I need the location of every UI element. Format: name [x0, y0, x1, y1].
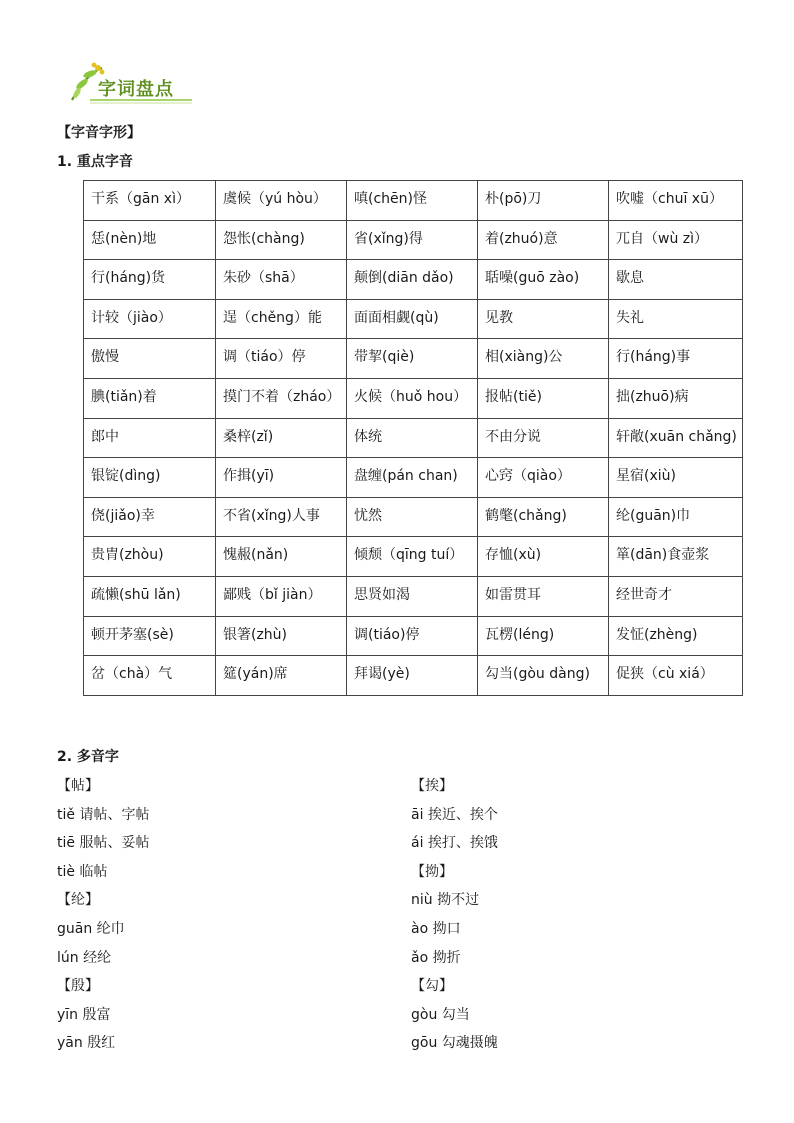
- table-cell: 郎中: [84, 418, 216, 458]
- table-cell: 盘缠(pán chan): [347, 458, 478, 498]
- table-cell: 摸门不着（zháo）: [216, 378, 347, 418]
- table-cell: 省(xǐng)得: [347, 220, 478, 260]
- table-cell: 颠倒(diān dǎo): [347, 260, 478, 300]
- table-cell: 虞候（yú hòu）: [216, 181, 347, 221]
- table-row: [84, 537, 743, 577]
- table-cell: 行(háng)货: [84, 260, 216, 300]
- polyphone-char-heading: 【纶】: [57, 892, 99, 909]
- table-cell: 朴(pō)刀: [478, 181, 609, 221]
- table-cell: 面面相觑(qù): [347, 299, 478, 339]
- table-cell: 傲慢: [84, 339, 216, 379]
- table-cell: 不由分说: [478, 418, 609, 458]
- table-row: [84, 339, 743, 379]
- polyphone-reading: guān 纶巾: [57, 920, 125, 937]
- table-cell: 筵(yán)席: [216, 656, 347, 696]
- table-cell: 调（tiáo）停: [216, 339, 347, 379]
- table-cell: 恁(nèn)地: [84, 220, 216, 260]
- part1-title: 1. 重点字音: [57, 154, 133, 170]
- polyphone-reading: gòu 勾当: [411, 1006, 470, 1023]
- table-row: [84, 458, 743, 498]
- polyphone-char-heading: 【挨】: [411, 778, 453, 794]
- table-cell: 存恤(xù): [478, 537, 609, 577]
- table-cell: 计较（jiào）: [84, 299, 216, 339]
- table-row: [84, 576, 743, 616]
- table-cell: 桑梓(zǐ): [216, 418, 347, 458]
- table-cell: 银箸(zhù): [216, 616, 347, 656]
- table-cell: 倾颓（qīng tuí）: [347, 537, 478, 577]
- table-cell: 带挈(qiè): [347, 339, 478, 379]
- table-cell: 失礼: [609, 299, 743, 339]
- pronunciation-table: [83, 180, 743, 696]
- polyphone-reading: niù 拗不过: [411, 892, 480, 909]
- polyphone-reading: ào 拗口: [411, 920, 461, 937]
- table-cell: 勾当(gòu dàng): [478, 656, 609, 696]
- polyphone-char-heading: 【拗】: [411, 863, 453, 880]
- table-cell: 星宿(xiù): [609, 458, 743, 498]
- table-cell: 促狭（cù xiá）: [609, 656, 743, 696]
- table-cell: 怨怅(chàng): [216, 220, 347, 260]
- table-cell: 愧赧(nǎn): [216, 537, 347, 577]
- table-cell: 着(zhuó)意: [478, 220, 609, 260]
- table-cell: 见教: [478, 299, 609, 339]
- polyphone-reading: ái 挨打、挨饿: [411, 835, 498, 852]
- table-cell: 嗔(chēn)怪: [347, 181, 478, 221]
- table-cell: 纶(guān)巾: [609, 497, 743, 537]
- table-cell: 经世奇才: [609, 576, 743, 616]
- table-cell: 报帖(tiě): [478, 378, 609, 418]
- polyphone-reading: tiē 服帖、妥帖: [57, 835, 150, 852]
- table-cell: 歇息: [609, 260, 743, 300]
- polyphone-reading: yān 殷红: [57, 1035, 116, 1052]
- table-cell: 贵胄(zhòu): [84, 537, 216, 577]
- table-row: [84, 418, 743, 458]
- table-row: [84, 497, 743, 537]
- table-cell: 银锭(dìng): [84, 458, 216, 498]
- table-cell: 朱砂（shā）: [216, 260, 347, 300]
- table-cell: 拙(zhuō)病: [609, 378, 743, 418]
- table-cell: 岔（chà）气: [84, 656, 216, 696]
- table-cell: 轩敞(xuān chǎng): [609, 418, 743, 458]
- table-row: [84, 181, 743, 221]
- table-cell: 如雷贯耳: [478, 576, 609, 616]
- polyphone-reading: tiè 临帖: [57, 863, 108, 880]
- table-cell: 发怔(zhèng): [609, 616, 743, 656]
- table-cell: 瓦楞(léng): [478, 616, 609, 656]
- part2-title: 2. 多音字: [57, 749, 119, 765]
- polyphone-reading: yīn 殷富: [57, 1006, 111, 1023]
- table-cell: 腆(tiǎn)着: [84, 378, 216, 418]
- table-row: [84, 378, 743, 418]
- polyphone-reading: tiě 请帖、字帖: [57, 806, 150, 823]
- table-cell: 体统: [347, 418, 478, 458]
- polyphone-char-heading: 【殷】: [57, 978, 99, 995]
- table-cell: 逞（chěng）能: [216, 299, 347, 339]
- table-row: [84, 220, 743, 260]
- table-cell: 火候（huǒ hou）: [347, 378, 478, 418]
- polyphone-reading: āi 挨近、挨个: [411, 806, 498, 823]
- table-cell: 侥(jiǎo)幸: [84, 497, 216, 537]
- table-cell: 心窍（qiào）: [478, 458, 609, 498]
- table-cell: 不省(xǐng)人事: [216, 497, 347, 537]
- table-cell: 行(háng)事: [609, 339, 743, 379]
- table-cell: 鹤氅(chǎng): [478, 497, 609, 537]
- table-cell: 思贤如渴: [347, 576, 478, 616]
- polyphone-right-column: [411, 772, 751, 1058]
- polyphone-char-heading: 【帖】: [57, 778, 99, 794]
- table-cell: 调(tiáo)停: [347, 616, 478, 656]
- table-cell: 相(xiàng)公: [478, 339, 609, 379]
- polyphone-left-column: [57, 772, 397, 1058]
- table-cell: 顿开茅塞(sè): [84, 616, 216, 656]
- table-row: [84, 260, 743, 300]
- table-cell: 箪(dān)食壶浆: [609, 537, 743, 577]
- table-cell: 拜谒(yè): [347, 656, 478, 696]
- section-logo: [68, 60, 198, 108]
- table-cell: 忧然: [347, 497, 478, 537]
- table-cell: 兀自（wù zì）: [609, 220, 743, 260]
- table-row: [84, 656, 743, 696]
- polyphone-reading: ǎo 拗折: [411, 949, 461, 966]
- table-row: [84, 299, 743, 339]
- table-row: [84, 616, 743, 656]
- table-cell: 吹嘘（chuī xū）: [609, 181, 743, 221]
- logo-title: 字词盘点: [98, 79, 174, 100]
- polyphone-reading: gōu 勾魂摄魄: [411, 1035, 498, 1052]
- polyphone-char-heading: 【勾】: [411, 978, 453, 995]
- polyphone-reading: lún 经纶: [57, 949, 112, 966]
- table-cell: 作揖(yī): [216, 458, 347, 498]
- table-cell: 鄙贱（bǐ jiàn）: [216, 576, 347, 616]
- section-title: 【字音字形】: [57, 125, 141, 141]
- table-cell: 干系（gān xì）: [84, 181, 216, 221]
- table-cell: 疏懒(shū lǎn): [84, 576, 216, 616]
- table-cell: 聒噪(guō zào): [478, 260, 609, 300]
